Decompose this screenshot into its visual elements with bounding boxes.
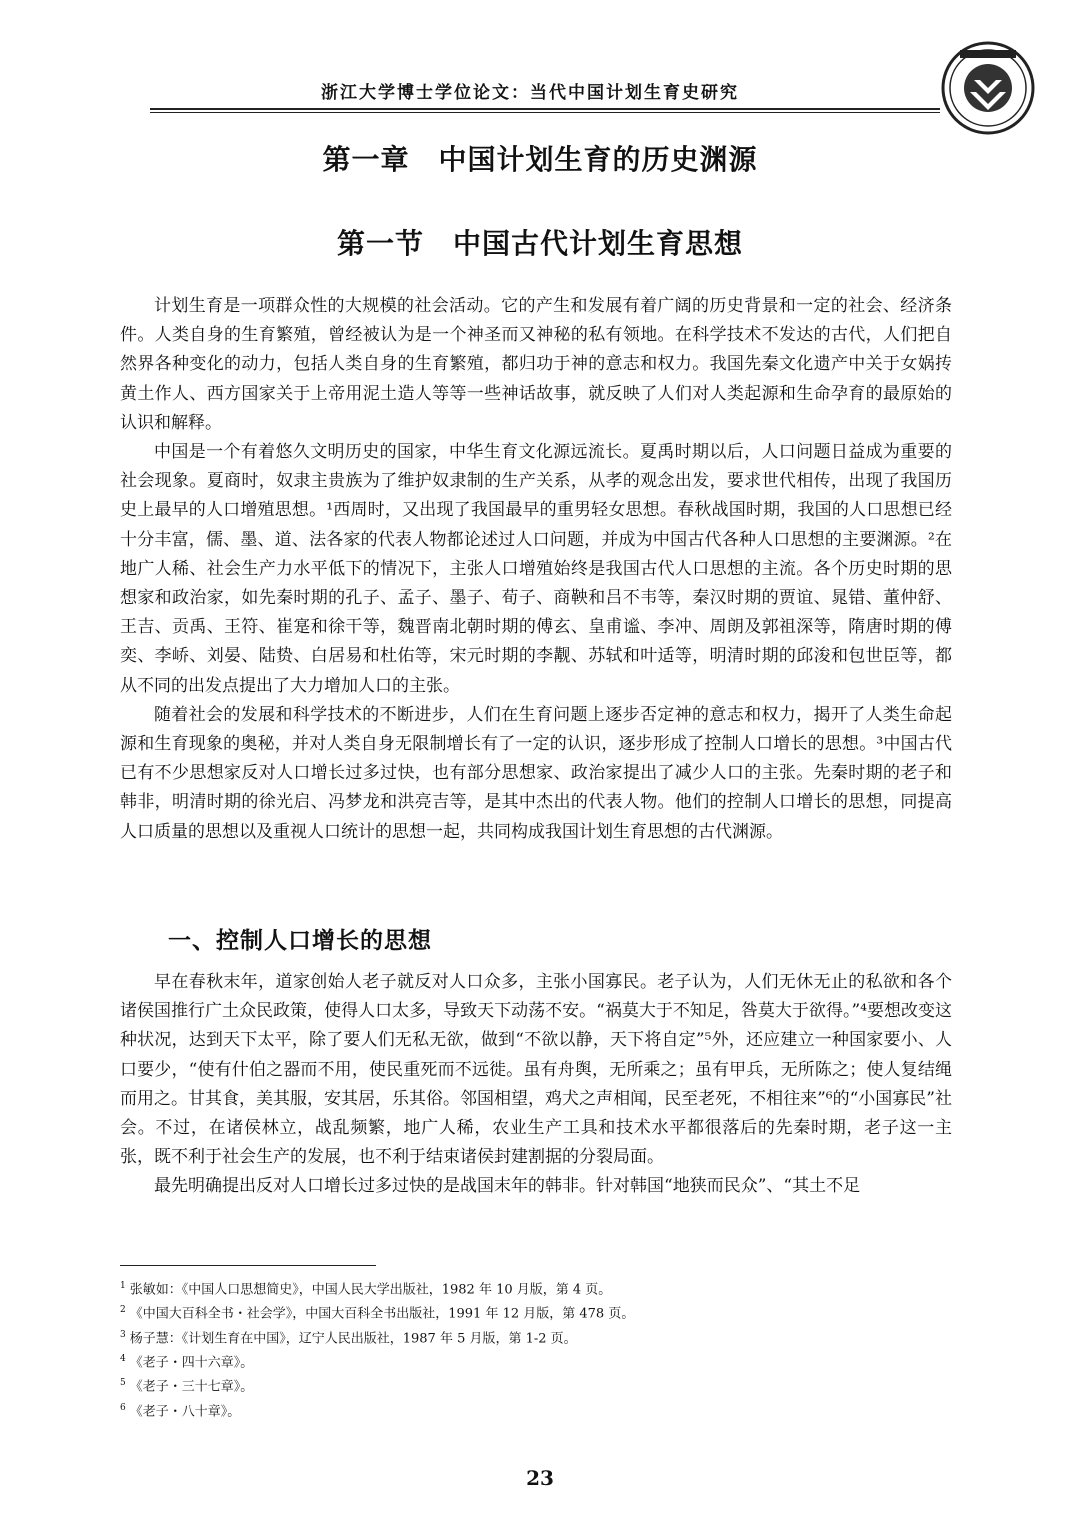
running-header: 浙江大学博士学位论文：当代中国计划生育史研究 [321, 83, 739, 103]
paragraph: 中国是一个有着悠久文明历史的国家，中华生育文化源远流长。夏禹时期以后，人口问题日益成为重要的社会现象。夏商时，奴隶主贵族为了维护奴隶制的生产关系，从孝的观念出发，要求世代相传，出现了我国历史上最早的人口增殖思想。¹西周时，又出现了我国最早的重男轻女思想。春秋战国时期，我国的人口思想已经十分丰富，儒、墨、道、法各家的代表人物都论述过人口问题，并成为中国古代各种人口思想的主要渊源。²在地广人稀、社会生产力水平低下的情况下，主张人口增殖始终是我国古代人口思想的主流。各个历史时期的思想家和政治家，如先秦时期的孔子、孟子、墨子、荀子、商鞅和吕不韦等，秦汉时期的贾谊、晁错、董仲舒、王吉、贡禹、王符、崔寔和徐干等，魏晋南北朝时期的傅玄、皇甫谧、李冲、周朗及郭祖深等，隋唐时期的傅奕、李峤、刘晏、陆贽、白居易和杜佑等，宋元时期的李觏、苏轼和叶适等，明清时期的邱浚和包世臣等，都从不同的出发点提出了大力增加人口的主张。 [120, 442, 952, 696]
paragraph: 最先明确提出反对人口增长过多过快的是战国末年的韩非。针对韩国“地狭而民众”、“其土不足 [154, 1176, 861, 1197]
paragraph: 随着社会的发展和科学技术的不断进步，人们在生育问题上逐步否定神的意志和权力，揭开了人类生命起源和生育现象的奥秘，并对人类自身无限制增长有了一定的认识，逐步形成了控制人口增长的思想。³中国古代已有不少思想家反对人口增长过多过快，也有部分思想家、政治家提出了减少人口的主张。先秦时期的老子和韩非，明清时期的徐光启、冯梦龙和洪亮吉等，是其中杰出的代表人物。他们的控制人口增长的思想，同提高人口质量的思想以及重视人口统计的思想一起，共同构成我国计划生育思想的古代渊源。 [120, 704, 952, 842]
page-number: 23 [526, 1466, 554, 1490]
paragraph: 计划生育是一项群众性的大规模的社会活动。它的产生和发展有着广阔的历史背景和一定的社会、经济条件。人类自身的生育繁殖，曾经被认为是一个神圣而又神秘的私有领地。在科学技术不发达的古代，人们把自然界各种变化的动力，包括人类自身的生育繁殖，都归功于神的意志和权力。我国先秦文化遗产中关于女娲抟黄土作人、西方国家关于上帝用泥土造人等等一些神话故事，就反映了人们对人类起源和生命孕育的最原始的认识和解释。 [120, 296, 952, 433]
subsection-text [120, 968, 952, 1202]
chapter-title: 第一章 中国计划生育的历史渊源 [322, 143, 758, 176]
subheading: 一、控制人口增长的思想 [168, 927, 432, 954]
header-rule-thin [150, 112, 940, 113]
paragraph: 早在春秋末年，道家创始人老子就反对人口众多，主张小国寡民。老子认为，人们无休无止的私欲和各个诸侯国推行广土众民政策，使得人口太多，导致天下动荡不安。“祸莫大于不知足，咎莫大于欲得。”⁴要想改变这种状况，达到天下太平，除了要人们无私无欲，做到“不欲以静，天下将自定”⁵外，还应建立一种国家要小、人口要少，“使有什伯之器而不用，使民重死而不远徙。虽有舟舆，无所乘之；虽有甲兵，无所陈之；使人复结绳而用之。甘其食，美其服，安其居，乐其俗。邻国相望，鸡犬之声相闻，民至老死，不相往来”⁶的“小国寡民”社会。不过，在诸侯林立，战乱频繁，地广人稀，农业生产工具和技术水平都很落后的先秦时期，老子这一主张，既不利于社会生产的发展，也不利于结束诸侯封建割据的分裂局面。 [120, 972, 952, 1168]
footnote-rule [120, 1265, 376, 1266]
intro-text [120, 292, 952, 847]
section-title: 第一节 中国古代计划生育思想 [336, 227, 743, 260]
footnote: $^4$ 《老子・四十六章》。 [120, 1353, 254, 1371]
footnote: $^6$ 《老子・八十章》。 [120, 1402, 241, 1419]
footnote: $^5$ 《老子・三十七章》。 [120, 1378, 254, 1395]
footnote: $^3$ 杨子慧：《计划生育在中国》，辽宁人民出版社，1987 年 5 月版，第 1-2 页。 [120, 1329, 577, 1346]
footnote: $^1$ 张敏如：《中国人口思想简史》，中国人民大学出版社，1982 年 10 月版，第 4 页。 [120, 1281, 612, 1298]
footnote: $^2$ 《中国大百科全书・社会学》，中国大百科全书出版社，1991 年 12 月版，第 478 页。 [120, 1305, 635, 1322]
university-seal-icon [940, 40, 1036, 136]
header-rule [150, 108, 940, 110]
footnotes [120, 1276, 952, 1422]
